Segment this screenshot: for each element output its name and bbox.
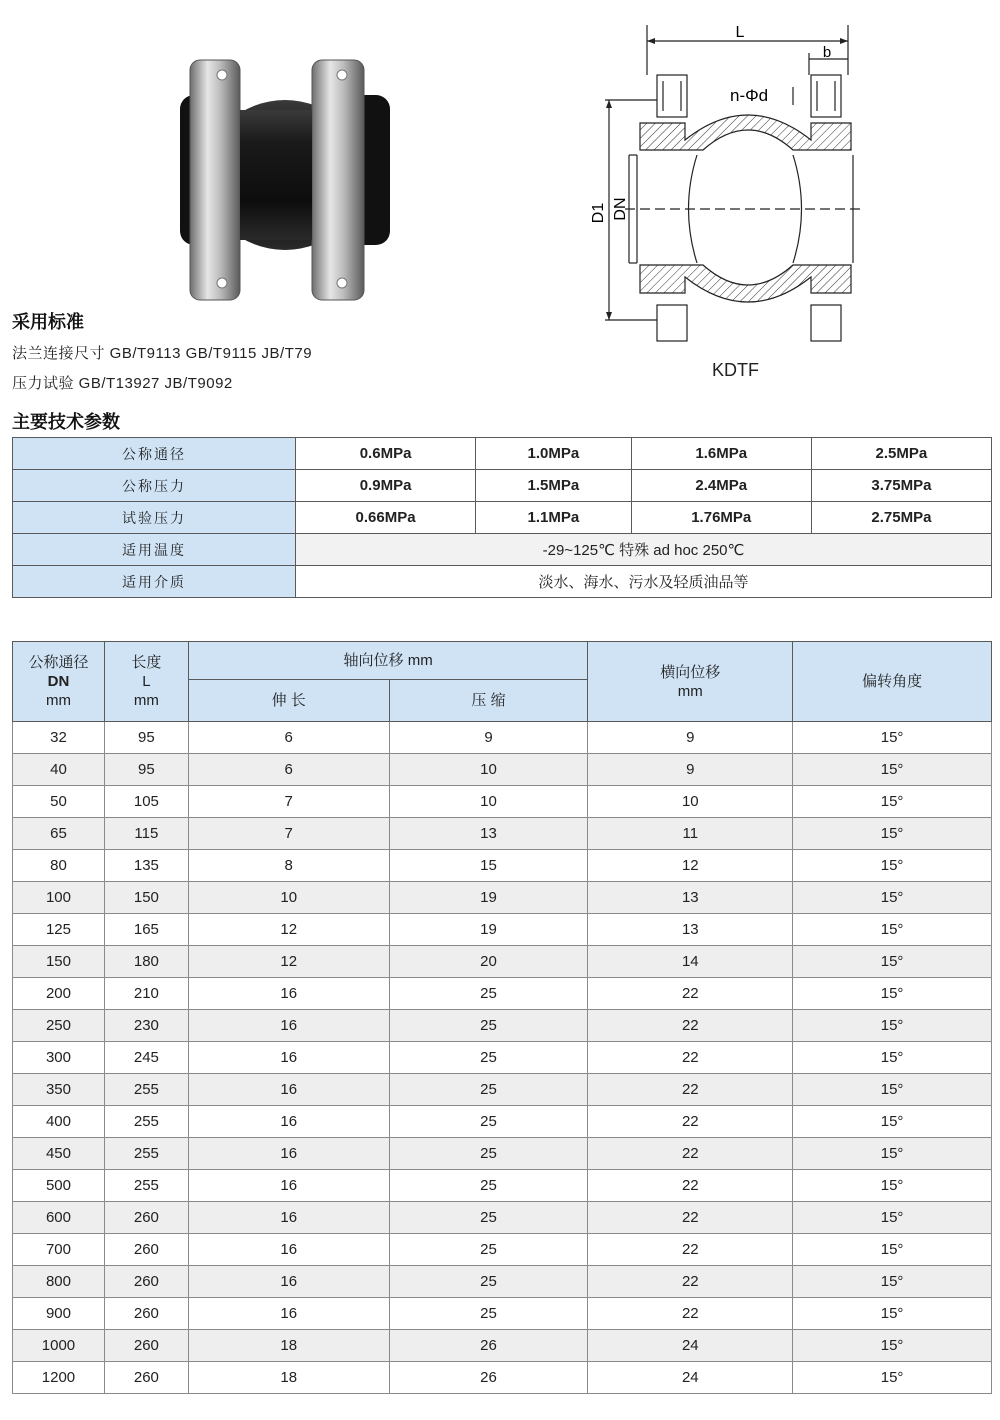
table-row [13, 850, 992, 882]
header-text: mm [133, 692, 159, 709]
table-cell: 15° [793, 1234, 992, 1266]
table-cell: 245 [104, 1042, 188, 1074]
table-row [13, 818, 992, 850]
header-text: DN [47, 673, 70, 690]
table-cell: 700 [13, 1234, 105, 1266]
label-D1: D1 [590, 202, 607, 224]
table-cell: 15° [793, 882, 992, 914]
table-cell: 210 [104, 978, 188, 1010]
table-cell: 10 [389, 754, 588, 786]
table-cell: 255 [104, 1074, 188, 1106]
dimensions-body [13, 722, 992, 1394]
table-cell: 16 [188, 1202, 389, 1234]
params-cell: 2.5MPa [811, 438, 991, 470]
params-cell: 1.1MPa [476, 502, 632, 534]
table-cell: 125 [13, 914, 105, 946]
col-header-lateral [588, 642, 793, 722]
table-cell: 15° [793, 1202, 992, 1234]
table-cell: 25 [389, 978, 588, 1010]
table-row [13, 754, 992, 786]
table-row [13, 882, 992, 914]
table-cell: 25 [389, 1234, 588, 1266]
col-header-extension: 伸 长 [188, 680, 389, 722]
col-header-angle: 偏转角度 [793, 642, 992, 722]
table-cell: 900 [13, 1298, 105, 1330]
label-b: b [822, 44, 832, 61]
params-row-label: 试验压力 [13, 502, 296, 534]
header-text: mm [677, 682, 703, 700]
table-cell: 14 [588, 946, 793, 978]
table-cell: 13 [588, 914, 793, 946]
label-n-phi-d: n-Φd [730, 86, 769, 105]
table-cell: 165 [104, 914, 188, 946]
table-cell: 350 [13, 1074, 105, 1106]
table-row [13, 1042, 992, 1074]
table-cell: 95 [104, 722, 188, 754]
params-cell: 1.76MPa [631, 502, 811, 534]
table-cell: 13 [389, 818, 588, 850]
params-cell: 0.6MPa [296, 438, 476, 470]
table-cell: 10 [389, 786, 588, 818]
table-cell: 100 [13, 882, 105, 914]
params-table [12, 437, 992, 598]
table-cell: 22 [588, 1074, 793, 1106]
params-row [13, 470, 992, 502]
params-cell: 1.0MPa [476, 438, 632, 470]
table-cell: 12 [188, 946, 389, 978]
table-cell: 115 [104, 818, 188, 850]
table-cell: 15° [793, 1074, 992, 1106]
table-cell: 15° [793, 850, 992, 882]
params-cell: 2.75MPa [811, 502, 991, 534]
table-cell: 10 [188, 882, 389, 914]
table-cell: 65 [13, 818, 105, 850]
table-cell: 16 [188, 1074, 389, 1106]
table-cell: 50 [13, 786, 105, 818]
flange-standard: 法兰连接尺寸 GB/T9113 GB/T9115 JB/T79 [12, 345, 313, 362]
params-row [13, 566, 992, 598]
table-row [13, 1330, 992, 1362]
header-text: L [142, 673, 151, 690]
table-cell: 22 [588, 1298, 793, 1330]
table-cell: 260 [104, 1234, 188, 1266]
params-row-label: 公称压力 [13, 470, 296, 502]
table-cell: 15° [793, 1266, 992, 1298]
table-cell: 8 [188, 850, 389, 882]
header-text: 公称通径 [28, 654, 89, 671]
table-cell: 22 [588, 1106, 793, 1138]
label-DN: DN [612, 197, 629, 221]
table-row [13, 1170, 992, 1202]
table-cell: 16 [188, 1138, 389, 1170]
params-cell: 3.75MPa [811, 470, 991, 502]
table-row [13, 1106, 992, 1138]
table-cell: 16 [188, 1298, 389, 1330]
header-row [13, 642, 992, 680]
standards-title: 采用标准 [12, 312, 84, 332]
table-cell: 15° [793, 946, 992, 978]
table-row [13, 1138, 992, 1170]
table-cell: 16 [188, 1010, 389, 1042]
media-label: 适用介质 [13, 566, 296, 598]
table-cell: 25 [389, 1298, 588, 1330]
dimensions-table [12, 641, 992, 1394]
table-cell: 22 [588, 1202, 793, 1234]
table-cell: 25 [389, 1202, 588, 1234]
params-cell: 2.4MPa [631, 470, 811, 502]
label-L: L [735, 24, 745, 41]
table-cell: 12 [188, 914, 389, 946]
table-cell: 22 [588, 1234, 793, 1266]
table-cell: 22 [588, 1042, 793, 1074]
params-row [13, 438, 992, 470]
table-cell: 260 [104, 1298, 188, 1330]
table-cell: 15° [793, 1362, 992, 1394]
table-cell: 15° [793, 1106, 992, 1138]
table-cell: 19 [389, 882, 588, 914]
table-cell: 15 [389, 850, 588, 882]
table-cell: 13 [588, 882, 793, 914]
table-row [13, 1234, 992, 1266]
col-header-axial: 轴向位移 mm [188, 642, 588, 680]
params-cell: 1.6MPa [631, 438, 811, 470]
table-cell: 7 [188, 818, 389, 850]
table-row [13, 914, 992, 946]
table-cell: 15° [793, 1330, 992, 1362]
cross-section-diagram [585, 15, 875, 360]
table-cell: 260 [104, 1266, 188, 1298]
table-cell: 255 [104, 1138, 188, 1170]
table-row [13, 1266, 992, 1298]
table-cell: 12 [588, 850, 793, 882]
table-cell: 22 [588, 1266, 793, 1298]
table-cell: 260 [104, 1330, 188, 1362]
table-row [13, 946, 992, 978]
table-row [13, 786, 992, 818]
table-cell: 16 [188, 1042, 389, 1074]
table-cell: 25 [389, 1170, 588, 1202]
media-value: 淡水、海水、污水及轻质油品等 [296, 566, 992, 598]
table-cell: 22 [588, 1010, 793, 1042]
product-photo [160, 55, 410, 305]
table-row [13, 1202, 992, 1234]
table-cell: 255 [104, 1170, 188, 1202]
params-row [13, 502, 992, 534]
table-cell: 15° [793, 1138, 992, 1170]
table-cell: 16 [188, 1170, 389, 1202]
params-cell: 0.66MPa [296, 502, 476, 534]
table-cell: 600 [13, 1202, 105, 1234]
col-header-length [104, 642, 188, 722]
table-cell: 15° [793, 914, 992, 946]
table-cell: 7 [188, 786, 389, 818]
table-cell: 19 [389, 914, 588, 946]
table-cell: 800 [13, 1266, 105, 1298]
table-cell: 15° [793, 1170, 992, 1202]
params-cell: 1.5MPa [476, 470, 632, 502]
params-row [13, 534, 992, 566]
params-cell: 0.9MPa [296, 470, 476, 502]
table-cell: 260 [104, 1202, 188, 1234]
table-cell: 150 [13, 946, 105, 978]
table-cell: 18 [188, 1330, 389, 1362]
table-cell: 15° [793, 1042, 992, 1074]
table-cell: 11 [588, 818, 793, 850]
table-cell: 15° [793, 1298, 992, 1330]
table-cell: 15° [793, 818, 992, 850]
table-cell: 260 [104, 1362, 188, 1394]
table-cell: 6 [188, 722, 389, 754]
table-row [13, 722, 992, 754]
table-cell: 250 [13, 1010, 105, 1042]
table-cell: 9 [389, 722, 588, 754]
table-cell: 25 [389, 1266, 588, 1298]
table-cell: 40 [13, 754, 105, 786]
table-cell: 20 [389, 946, 588, 978]
table-cell: 200 [13, 978, 105, 1010]
table-cell: 450 [13, 1138, 105, 1170]
table-cell: 135 [104, 850, 188, 882]
table-cell: 9 [588, 754, 793, 786]
header-text: 长度 [131, 654, 162, 671]
table-cell: 180 [104, 946, 188, 978]
table-cell: 16 [188, 978, 389, 1010]
table-cell: 1200 [13, 1362, 105, 1394]
table-row [13, 1298, 992, 1330]
table-row [13, 1074, 992, 1106]
pressure-standard: 压力试验 GB/T13927 JB/T9092 [12, 375, 233, 392]
table-cell: 25 [389, 1074, 588, 1106]
col-header-dn [13, 642, 105, 722]
table-cell: 16 [188, 1266, 389, 1298]
table-cell: 15° [793, 978, 992, 1010]
table-cell: 25 [389, 1106, 588, 1138]
table-cell: 9 [588, 722, 793, 754]
table-cell: 15° [793, 722, 992, 754]
temp-value: -29~125℃ 特殊 ad hoc 250℃ [296, 534, 992, 566]
table-cell: 95 [104, 754, 188, 786]
table-cell: 6 [188, 754, 389, 786]
table-cell: 25 [389, 1138, 588, 1170]
table-row [13, 978, 992, 1010]
col-header-compression: 压 缩 [389, 680, 588, 722]
table-cell: 22 [588, 1170, 793, 1202]
table-cell: 400 [13, 1106, 105, 1138]
table-cell: 1000 [13, 1330, 105, 1362]
table-row [13, 1362, 992, 1394]
header-text: 横向位移 [660, 663, 721, 681]
table-cell: 300 [13, 1042, 105, 1074]
table-cell: 18 [188, 1362, 389, 1394]
table-cell: 24 [588, 1330, 793, 1362]
diagram-caption: KDTF [712, 360, 759, 380]
table-cell: 15° [793, 754, 992, 786]
table-cell: 230 [104, 1010, 188, 1042]
table-cell: 150 [104, 882, 188, 914]
table-cell: 16 [188, 1106, 389, 1138]
table-cell: 16 [188, 1234, 389, 1266]
table-cell: 15° [793, 1010, 992, 1042]
table-cell: 22 [588, 1138, 793, 1170]
table-cell: 80 [13, 850, 105, 882]
table-cell: 105 [104, 786, 188, 818]
table-cell: 10 [588, 786, 793, 818]
table-cell: 22 [588, 978, 793, 1010]
params-row-label: 公称通径 [13, 438, 296, 470]
table-cell: 500 [13, 1170, 105, 1202]
temp-label: 适用温度 [13, 534, 296, 566]
table-cell: 255 [104, 1106, 188, 1138]
header-text: mm [45, 692, 71, 709]
table-cell: 25 [389, 1042, 588, 1074]
table-cell: 26 [389, 1362, 588, 1394]
table-cell: 25 [389, 1010, 588, 1042]
table-cell: 24 [588, 1362, 793, 1394]
table-cell: 32 [13, 722, 105, 754]
params-title: 主要技术参数 [12, 412, 120, 432]
table-cell: 15° [793, 786, 992, 818]
table-cell: 26 [389, 1330, 588, 1362]
table-row [13, 1010, 992, 1042]
